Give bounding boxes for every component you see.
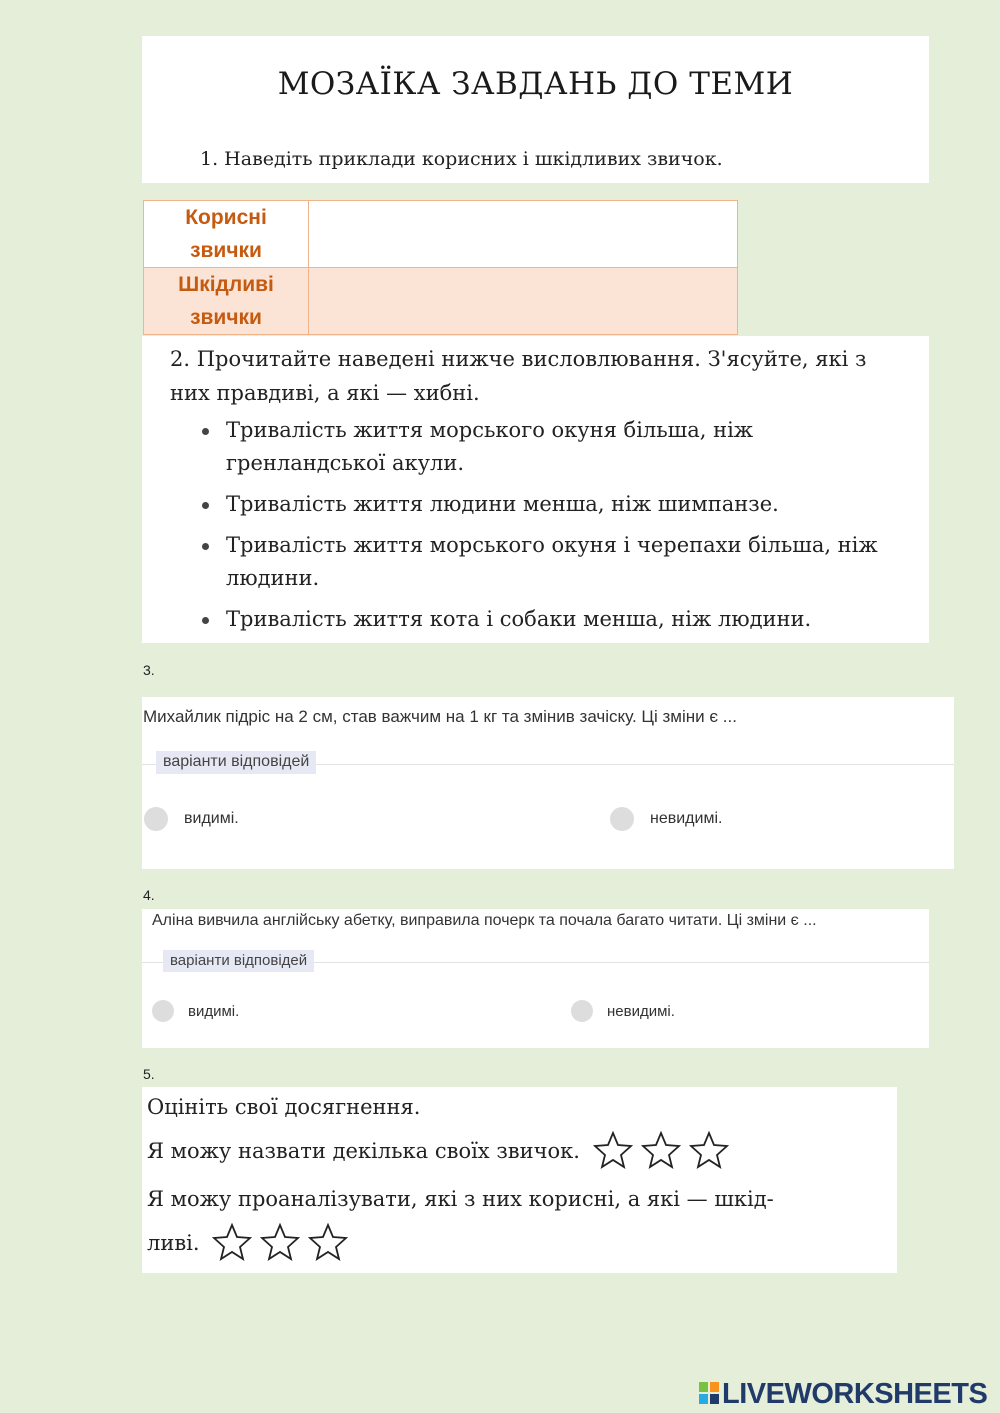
statement-item <box>200 603 912 636</box>
radio-visible[interactable] <box>144 807 168 831</box>
logo-mark-icon <box>698 1380 720 1406</box>
question3-number: 3. <box>143 662 155 678</box>
statement-text: Тривалість життя людини менша, ніж шимпанзе. <box>226 492 779 516</box>
statements-list <box>200 414 912 644</box>
task2-heading: 2. Прочитайте наведені нижче висловлювання. З'ясуйте, які з них правдиві, а які — хибні. <box>170 347 867 405</box>
useful-habits-row <box>144 201 738 268</box>
self-assessment-line <box>147 1223 356 1266</box>
statement-item <box>200 488 912 521</box>
star-rating <box>212 1223 356 1266</box>
harmful-habits-answer-cell[interactable] <box>309 268 738 335</box>
question3-panel <box>142 697 954 869</box>
answer-options-tag: варіанти відповідей <box>163 950 314 972</box>
bullet-icon <box>202 543 209 550</box>
star-icon[interactable] <box>641 1131 681 1169</box>
worksheet-title: МОЗАЇКА ЗАВДАНЬ ДО ТЕМИ <box>277 66 794 102</box>
bullet-icon <box>202 617 209 624</box>
star-icon[interactable] <box>593 1131 633 1169</box>
radio-visible[interactable] <box>152 1000 174 1022</box>
statement-item <box>200 529 912 595</box>
self-assessment-text: Я можу проаналізувати, які з них корисні, а які — шкід- <box>147 1187 774 1211</box>
habits-table <box>143 200 738 335</box>
logo-text: LIVEWORKSHEETS <box>722 1378 988 1410</box>
harmful-habits-label: Шкідливі звички <box>144 268 309 335</box>
statement-item <box>200 414 912 480</box>
question4-number: 4. <box>143 887 155 903</box>
self-assessment-panel <box>142 1087 897 1273</box>
task1-panel <box>142 36 929 183</box>
useful-habits-answer-cell[interactable] <box>309 201 738 268</box>
task5-number: 5. <box>143 1066 155 1082</box>
star-icon[interactable] <box>689 1131 729 1169</box>
task1-text: 1. Наведіть приклади корисних і шкідливих звичок. <box>200 148 723 170</box>
star-icon[interactable] <box>212 1223 252 1261</box>
harmful-habits-row <box>144 268 738 335</box>
statement-text: Тривалість життя морського окуня більша, ніж гренландської акули. <box>226 418 754 475</box>
answer-options-tag: варіанти відповідей <box>156 751 316 774</box>
self-assessment-text: Я можу назвати декілька своїх звичок. <box>147 1139 580 1163</box>
statement-text: Тривалість життя кота і собаки менша, ніж людини. <box>226 607 812 631</box>
radio-invisible[interactable] <box>610 807 634 831</box>
useful-habits-label: Корисні звички <box>144 201 309 268</box>
option-visible-label[interactable]: видимі. <box>188 1003 240 1020</box>
star-icon[interactable] <box>308 1223 348 1261</box>
self-assessment-text: ливі. <box>147 1231 200 1255</box>
radio-invisible[interactable] <box>571 1000 593 1022</box>
star-icon[interactable] <box>260 1223 300 1261</box>
question4-text: Аліна вивчила англійську абетку, виправила почерк та почала багато читати. Ці зміни є ... <box>152 912 817 929</box>
option-invisible-label[interactable]: невидимі. <box>607 1003 675 1020</box>
option-visible-label[interactable]: видимі. <box>184 810 239 827</box>
star-rating <box>593 1131 737 1174</box>
statement-text: Тривалість життя морського окуня і черепахи більша, ніж людини. <box>226 533 878 590</box>
question3-text: Михайлик підріс на 2 см, став важчим на 1 кг та змінив зачіску. Ці зміни є ... <box>143 707 737 726</box>
question4-panel <box>142 909 929 1048</box>
bullet-icon <box>202 502 209 509</box>
self-assessment-line <box>147 1131 737 1174</box>
task2-panel <box>142 336 929 643</box>
option-invisible-label[interactable]: невидимі. <box>650 810 723 827</box>
bullet-icon <box>202 428 209 435</box>
self-assessment-title: Оцініть свої досягнення. <box>147 1095 421 1119</box>
